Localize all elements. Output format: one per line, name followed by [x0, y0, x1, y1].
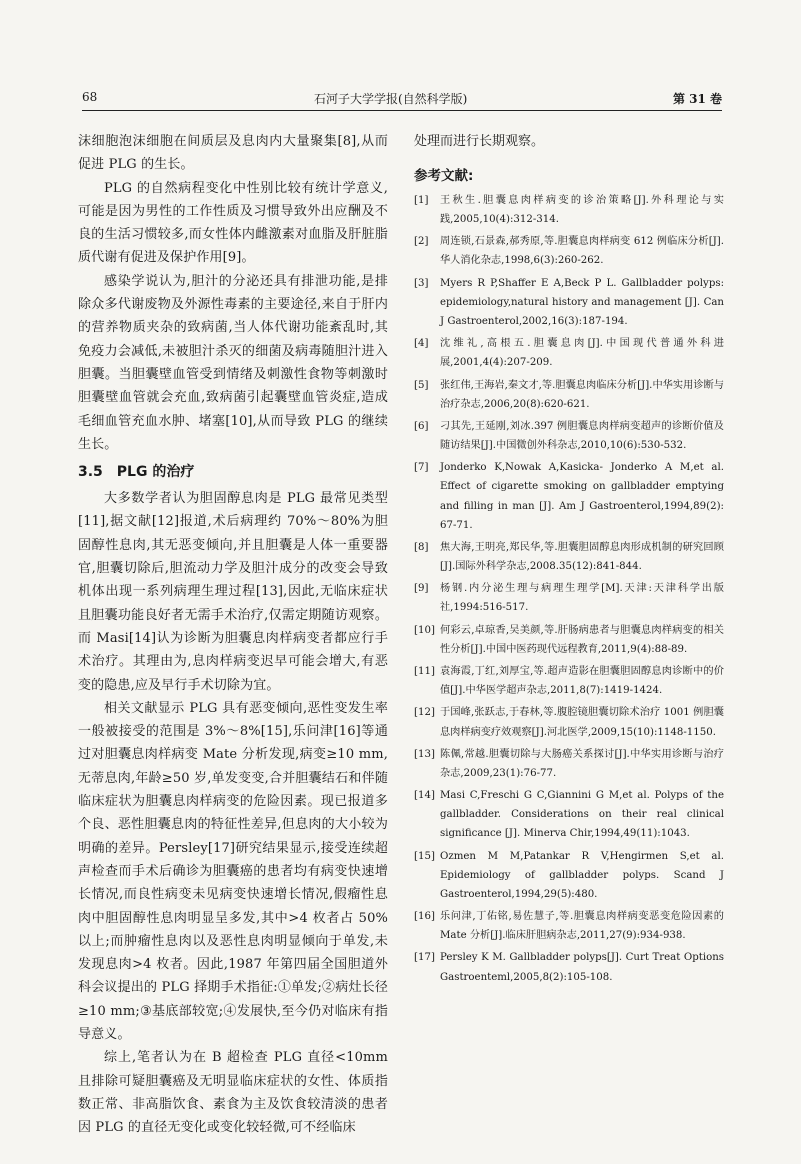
reference-number: [16]	[414, 911, 435, 923]
reference-item	[414, 621, 724, 659]
reference-item	[414, 191, 724, 229]
reference-number: [13]	[414, 748, 435, 760]
reference-number: [15]	[414, 850, 435, 862]
reference-text: 王秋生.胆囊息肉样病变的诊治策略[J].外科理论与实践,2005,10(4):312-314.	[440, 195, 724, 226]
left-column	[78, 130, 388, 1139]
reference-number: [2]	[414, 236, 429, 248]
reference-text: Jonderko K,Nowak A,Kasicka- Jonderko A M,et al. Effect of cigarette smoking on gallbladder emptying and filling in man [J]. Am J Gastroenterol,1994,89(2): 67-71.	[440, 462, 724, 531]
body-paragraph: PLG 的自然病程变化中性别比较有统计学意义,可能是因为男性的工作性质及习惯导致外出应酬及不良的生活习惯较多,而女性体内雌激素对血脂及肝脏脂质代谢有促进及保护作用[9]。	[78, 180, 388, 266]
reference-number: [4]	[414, 338, 429, 350]
reference-text: 沈维礼,高根五.胆囊息肉[J].中国现代普通外科进展,2001,4(4):207-209.	[440, 338, 724, 369]
reference-number: [7]	[414, 462, 429, 474]
body-paragraph: 综上,笔者认为在 B 超检查 PLG 直径<10mm 且排除可疑胆囊癌及无明显临床症状的女性、体质指数正常、非高脂饮食、素食为主及饮食较清淡的患者因 PLG 的直径无变化或变化较轻微,可不经临床	[78, 1050, 388, 1136]
reference-text: Persley K M. Gallbladder polyps[J]. Curt Treat Options Gastroenteml,2005,8(2):105-108.	[440, 952, 724, 983]
reference-item	[414, 232, 724, 270]
reference-text: 陈佩,常越.胆囊切除与大肠癌关系探讨[J].中华实用诊断与治疗杂志,2009,23(1):76-77.	[440, 748, 724, 779]
reference-text: 袁海霞,丁红,刘厚宝,等.超声造影在胆囊胆固醇息肉诊断中的价值[J].中华医学超声杂志,2011,8(7):1419-1424.	[440, 666, 724, 697]
reference-number: [8]	[414, 541, 429, 553]
reference-number: [6]	[414, 420, 429, 432]
reference-list	[414, 191, 724, 987]
reference-item	[414, 376, 724, 414]
reference-number: [11]	[414, 666, 435, 678]
reference-text: Masi C,Freschi G C,Giannini G M,et al. Polyps of the gallbladder. Considerations on their real clinical significance [J]. Minerva Chir,1994,49(11):1043.	[440, 790, 724, 840]
reference-item	[414, 274, 724, 331]
reference-item	[414, 948, 724, 986]
reference-item	[414, 907, 724, 945]
reference-text: 乐问津,丁佑铭,易佐慧子,等.胆囊息肉样病变恶变危险因素的 Mate 分析[J].临床肝胆病杂志,2011,27(9):934-938.	[440, 911, 724, 942]
reference-text: Myers R P,Shaffer E A,Beck P L. Gallbladder polyps: epidemiology,natural history and management [J]. Can J Gastroenterol,2002,16(3):187-194.	[440, 277, 724, 327]
reference-item	[414, 579, 724, 617]
section-heading: 3.5 PLG 的治疗	[78, 464, 195, 481]
reference-item	[414, 662, 724, 700]
body-paragraph: 感染学说认为,胆汁的分泌还具有排泄功能,是排除众多代谢废物及外源性毒素的主要途径,来自于肝内的营养物质夹杂的致病菌,当人体代谢功能紊乱时,其免疫力会减低,未被胆汁杀灭的细菌及病毒随胆汁进入胆囊。当胆囊壁血管受到情绪及刺激性食物等刺激时胆囊壁血管就会充血,致病菌引起囊壁血管炎症,造成毛细血管充血水肿、堵塞[10],从而导致 PLG 的继续生长。	[78, 273, 388, 452]
reference-number: [5]	[414, 379, 429, 391]
reference-text: 刁其先,王延刚,刘冰.397 例胆囊息肉样病变超声的诊断价值及随访结果[J].中国微创外科杂志,2010,10(6):530-532.	[440, 420, 724, 452]
reference-number: [14]	[414, 790, 435, 802]
right-column	[414, 130, 724, 990]
reference-number: [12]	[414, 707, 435, 719]
body-paragraph: 处理而进行长期观察。	[414, 134, 545, 149]
reference-item	[414, 417, 724, 455]
reference-number: [3]	[414, 277, 429, 289]
reference-number: [9]	[414, 583, 429, 595]
reference-item	[414, 745, 724, 783]
header-rule	[82, 110, 722, 111]
page-number: 68	[82, 90, 98, 104]
reference-text: Ozmen M M,Patankar R V,Hengirmen S,et al. Epidemiology of gallbladder polyps. Scand J Gastroenterol,1994,29(5):480.	[440, 850, 724, 900]
reference-number: [17]	[414, 952, 435, 964]
reference-item	[414, 334, 724, 372]
references-heading: 参考文献:	[414, 168, 474, 184]
volume-label: 第 31 卷	[672, 92, 722, 106]
reference-item	[414, 847, 724, 904]
reference-text: 周连锁,石景森,郝秀原,等.胆囊息肉样病变 612 例临床分析[J].华人消化杂志,1998,6(3):260-262.	[440, 236, 724, 267]
reference-text: 何彩云,卓琼香,吴美颜,等.肝肠病患者与胆囊息肉样病变的相关性分析[J].中国中医药现代远程教育,2011,9(4):88-89.	[440, 624, 724, 655]
body-paragraph: 大多数学者认为胆固醇息肉是 PLG 最常见类型[11],据文献[12]报道,术后病理约 70%～80%为胆固醇性息肉,其无恶变倾向,并且胆囊是人体一重要器官,胆囊切除后,胆流动力学及胆汁成分的改变会导致机体出现一系列病理生理过程[13],因此,无临床症状且胆囊功能良好者无需手术治疗,仅需定期随访观察。而 Masi[14]认为诊断为胆囊息肉样病变者都应行手术治疗。其理由为,息肉样病变迟早可能会增大,有恶变的隐患,应及早行手术切除为宜。	[78, 491, 388, 693]
reference-number: [1]	[414, 195, 429, 206]
journal-title: 石河子大学学报(自然科学版)	[314, 92, 468, 106]
reference-text: 于国峰,张跃志,于春林,等.腹腔镜胆囊切除术治疗 1001 例胆囊息肉样病变疗效观察[J].河北医学,2009,15(10):1148-1150.	[440, 707, 724, 738]
reference-text: 杨钢.内分泌生理与病理生理学[M].天津:天津科学出版社,1994:516-517.	[440, 583, 724, 614]
running-header	[82, 90, 722, 110]
reference-item	[414, 538, 724, 576]
reference-text: 焦大海,王明亮,郑民华,等.胆囊胆固醇息肉形成机制的研究回顾[J].国际外科学杂志,2008.35(12):841-844.	[440, 541, 724, 572]
body-paragraph: 相关文献显示 PLG 具有恶变倾向,恶性变发生率一般被接受的范围是 3%～8%[15],乐问津[16]等通过对胆囊息肉样病变 Mate 分析发现,病变≥10 mm,无蒂息肉,年龄≥50 岁,单发变变,合并胆囊结石和伴随临床症状为胆囊息肉样病变的危险因素。现已报道多个良、恶性胆囊息肉的特征性差异,但息肉的大小较为明确的差异。Persley[17]研究结果显示,接受连续超声检查而手术后确诊为胆囊癌的患者均有病变快速增长情况,而良性病变未见病变快速增长情况,假瘤性息肉中胆固醇性息肉明显呈多发,其中>4 枚者占 50%以上;而肿瘤性息肉以及恶性息肉明显倾向于单发,未发现息肉>4 枚者。因此,1987 年第四届全国胆道外科会议提出的 PLG 择期手术指征:①单发;②病灶长径≥10 mm;③基底部较宽;④发展快,至今仍对临床有指导意义。	[78, 700, 388, 1042]
reference-item	[414, 703, 724, 741]
reference-number: [10]	[414, 624, 435, 636]
reference-item	[414, 458, 724, 534]
reference-item	[414, 786, 724, 843]
body-paragraph: 沫细胞泡沫细胞在间质层及息肉内大量聚集[8],从而促进 PLG 的生长。	[78, 134, 388, 173]
reference-text: 张红伟,王海岩,秦文才,等.胆囊息肉临床分析[J].中华实用诊断与治疗杂志,2006,20(8):620-621.	[440, 379, 724, 410]
